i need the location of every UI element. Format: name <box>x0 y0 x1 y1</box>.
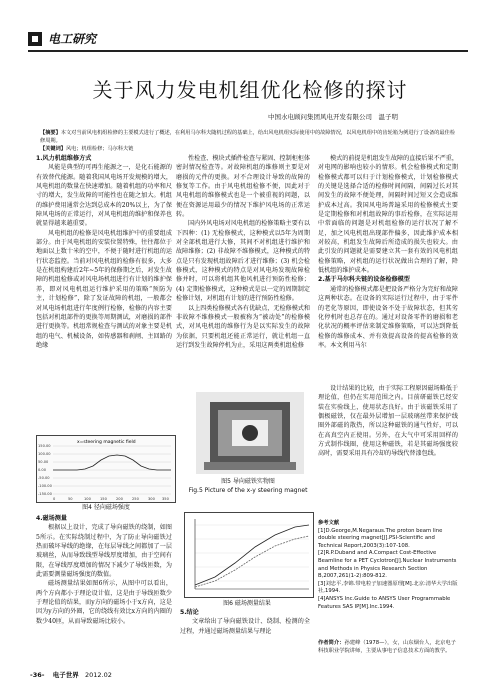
paragraph: 根据以上设计，完成了导向磁铁的绕制，如图5所示。在实际绕制过程中，为了防止导向磁铁过热而破坏导线的绝缘，在每层导线之间都加了一层玻璃丝，从而导致线型导线厚度增加，由于空间有限，在导线厚度增加的情况下减少了导线匝数，为此需要测量磁场强度的数值。 <box>36 524 172 579</box>
y-tick: 0.00 <box>38 468 47 472</box>
section-marker-icon <box>28 32 42 46</box>
reference-item: [1]D.George,M.Negaraus.The proton beam line double steering magnet[J].PSI-Scientific and Technical Report,2003(3):107-108. <box>318 527 443 549</box>
article-author: 中国水电顾问集团风电开发有限公司 温子明 <box>268 113 398 121</box>
x-tick: 350 <box>162 497 169 501</box>
section-heading: 4.磁场测量 <box>36 515 67 522</box>
x-tick: 250 <box>132 497 139 501</box>
y-tick: -100.00 <box>38 484 52 488</box>
author-bio <box>318 640 458 655</box>
header-rule <box>28 50 468 52</box>
paragraph: 国内外风电场对风电机组的检修策略主要有以下四种：(1) 无检修模式，这种模式以5年为周期对全部机组进行大修，其间不对机组进行维护和故障维修；(2) 非故障不维修模式，这种模式的特点是只有发现机组故障后才进行维修；(3) 机会检修模式，这种模式的特点是对风电场发现故障检修并时，可以将机组其他风机进行预防性检修；(4) 定期检修模式，这种模式是以一定的周期制定检修计划，对机组有计划的进行预防性检修。 <box>176 220 310 303</box>
figure-6-caption: 图6 磁场测量结果 <box>223 600 271 607</box>
paragraph: 磁场测量结果如图6所示，从图中可以看出，两个方向都小于理论设计值，这是由于导线匝数少于理论值的结果，而y方向的磁场小于x方向，这是因为y方向的外圈，它的绕线有效比x方向的内圈的数少40匝，从而导致磁场比较小。 <box>36 580 172 625</box>
field-curve-chart <box>37 436 175 502</box>
keywords-text: 风电；机组检修；马尔科夫链 <box>65 145 134 152</box>
references <box>318 520 458 611</box>
paragraph: 通常的检修模式都是把设备严格分为完好和故障这两种状态。在设备的实际运行过程中，由于零件的老化等原因，即使设备不处于故障状态，但其劣化停机时也总存在的。通过对设备零件的磨损和老化状况的概率评估来制定维修策略，可以达到降低检修的维修成本、并有效提高设备的提高检修的效率。本文利用马尔 <box>318 285 458 349</box>
x-tick: 300 <box>148 497 155 501</box>
page-number: -36- <box>30 671 45 679</box>
references-heading: 参考文献 <box>318 520 340 526</box>
x-tick: 0 <box>53 497 56 501</box>
measured-curve-y <box>195 536 309 587</box>
y-tick: -50.00 <box>38 476 50 480</box>
figure-5-caption-en: Fig.5 Picture of the x-y steering magnet <box>188 486 308 494</box>
paragraph: 文章给出了导向磁铁设计、绕制、检测的全过程，并通过磁场测量结果与理论 <box>180 618 310 635</box>
paragraph: 以上四类检修模式各有优缺点，无检修模式和非故障不维修模式一般被称为“被动处”的检修模式，对风电机组的维修行为是以实际发生的故障为依据，只要机组还能正常运行，就让机组一直运行到发生故障停机为止，采用这两类机组检修 <box>176 304 310 349</box>
section-heading: 2.基于马尔科夫链的设备检修模型 <box>318 276 410 284</box>
author-bio-label: 作者简介： <box>318 640 345 646</box>
y-tick: -150.00 <box>38 492 52 496</box>
measured-curve-x <box>195 525 309 585</box>
steering-magnet-photo <box>196 392 304 474</box>
keywords-label: 【关键词】 <box>40 145 66 152</box>
column-1-lower <box>36 514 172 626</box>
column-3 <box>318 154 458 350</box>
figure-4-caption: 图4 径向磁场强度 <box>82 504 130 511</box>
reference-item: [3]刘忠平,李锦.带电粒子加速器原理[M].北京:清华大学出版社,1994. <box>318 580 458 595</box>
figure-5-photo <box>196 392 304 474</box>
abstract-label: 【摘要】 <box>40 130 61 136</box>
field-curve <box>53 455 171 470</box>
x-tick: 50 <box>68 497 73 501</box>
column-2-lower <box>180 608 310 636</box>
paragraph: 模式的前提是机组发生故障的直接后果不严重，对电网的影响也较小的情形。机会检修模式和定期检修模式都可以归于计划检修模式，计划检修模式的关键是选择合适的检修时间间隔，间隔过长对其间发生的故障不便处理，间隔时间过短又会造成维护成本过高。我国风电场普遍采用的检修模式主要是定期检修和对机组故障的事后检修，在实际运用中常面临的问题是对机组检修的运行状况了解不足，加之风电机组出现部件偏多，因此维护成本相对较高，机组发生故障后所造成的损失也较大。由此引发的问题就是需要建立其一套有效的风电机组检修策略，对机组的运行状况做出合理的了解，降低机组的维护成本。 <box>318 155 458 275</box>
abstract-block <box>40 130 460 153</box>
figure-6-plot <box>184 512 314 598</box>
y-tick: 150.00 <box>38 444 51 448</box>
journal-issue: 2012.02 <box>84 671 112 679</box>
author-bio-text: 孙建峰（1978—），女，山东烟台人，北京电子科技职业学院讲师，主要从事电子信息技术方面的教学。 <box>318 640 456 654</box>
paragraph: 设计结果的比较，由于实际工程原因磁场略低于理论值，但仍在实用范围之内。目前研磁铁已经安装在实验线上，使用状态良好。由于该磁铁采用了偶极磁铁，仅在最外层增加一层玻璃丝带来保护线圈外部磁的散热，所以这种磁铁的通气性好，可以在高真空内正使用。另外，在大气中可采用回样的方式制作线圈，使用这种磁铁，若是其磁场强度较高时，需要采用具有冷却的导线代替漆包线。 <box>318 385 458 458</box>
figure-5-caption-cn: 图5 导向磁铁实物图 <box>221 478 275 485</box>
article-title: 关于风力发电机组优化检修的探讨 <box>92 78 408 102</box>
journal-name: 电子世界 <box>52 671 79 679</box>
column-1 <box>36 154 172 350</box>
paragraph: 性检查、模块式插件检查与紧固、控制柜柜体密封情况检查等。对故障机组的维修则主要是对磨损的元件的更换。对不合理设计导致的故障的修复等工作。由于风电机组检修不便，因此对于风电机组的维修模式也是一个被重视的问题，以便在资源运用最少的情况下维护风电场的正常运转。 <box>176 155 310 219</box>
reference-item: [4]ANSYS Inc.Guide to ANSYS User Programmable Features SAS IP[M].Inc.1994. <box>318 595 451 610</box>
section-heading: 5.结论 <box>180 609 199 616</box>
section-heading: 1.风力机组维修方式 <box>36 155 92 162</box>
column-3-lower <box>318 384 458 459</box>
paragraph: 风电机组的检修是风电机组维护中的重要组成部分。由于风电机组的安装位置特殊，往往都位于地面以上数十米的空中，不便于随时进行机组的运行状态监控。当前对风电机组的检修有很多，大多是在机组构建后2年~5年的保修期之后，对发生故障的机组检修或对风电场机组进行有计划的维护保养，即对风电机组运行维护采用的策略“预防为主，计划检修”，除了发证故障的机组，一般都会对风电场机组进行年度例行检修，检修的内容主要包括对机组部件的更换等周期测试，对磨损的部件进行更换等。机组常规检查与测试的对象主要是机组的电气、机械设备，如传感器和刹闸、主回路的绝缘 <box>36 229 172 349</box>
figure-5-caption <box>180 478 316 495</box>
section-label: 电工研究 <box>48 32 97 46</box>
section-header <box>28 30 468 52</box>
y-tick: 100.00 <box>38 452 51 456</box>
y-tick: 50.00 <box>38 460 49 464</box>
paragraph: 风能是典型的可再生能源之一，是化石能源的有效替代能源。随着我国风电场开发规模的增大，风电机组的数量在快速增加。随着机组的功率和尺寸的增大，发生故障的可能性也在随之加大。机组的维护费用通常会达到总成本的20%以上，为了保障风电场的正常运行，对风电机组的维护和保养也就显得越来越重要。 <box>36 164 172 228</box>
column-2 <box>176 154 310 350</box>
abstract-text: 本文对当前风电机组检修的主要模式进行了概述，在利用马尔科夫随机过程的基础上，给出风电机组实际使用中的故障情况，以风电机组中的齿轮箱为例进行了设备的最佳检修周期。 <box>40 130 456 144</box>
x-tick: 100 <box>84 497 91 501</box>
x-tick: 150 <box>100 497 107 501</box>
page-footer <box>30 670 112 679</box>
reference-item: [2]R.P.Duband and A.Compact Cost-Effective Beamline for a PET Cyclotron[J].Nuclear Instruments and Methods in Physics Research Section B,2007,261(1-2):809-812. <box>318 550 457 580</box>
plot-title: x=steering magnetic field <box>77 440 136 445</box>
figure-4-plot <box>36 435 176 503</box>
measurement-chart <box>185 513 313 597</box>
x-tick: 200 <box>116 497 123 501</box>
